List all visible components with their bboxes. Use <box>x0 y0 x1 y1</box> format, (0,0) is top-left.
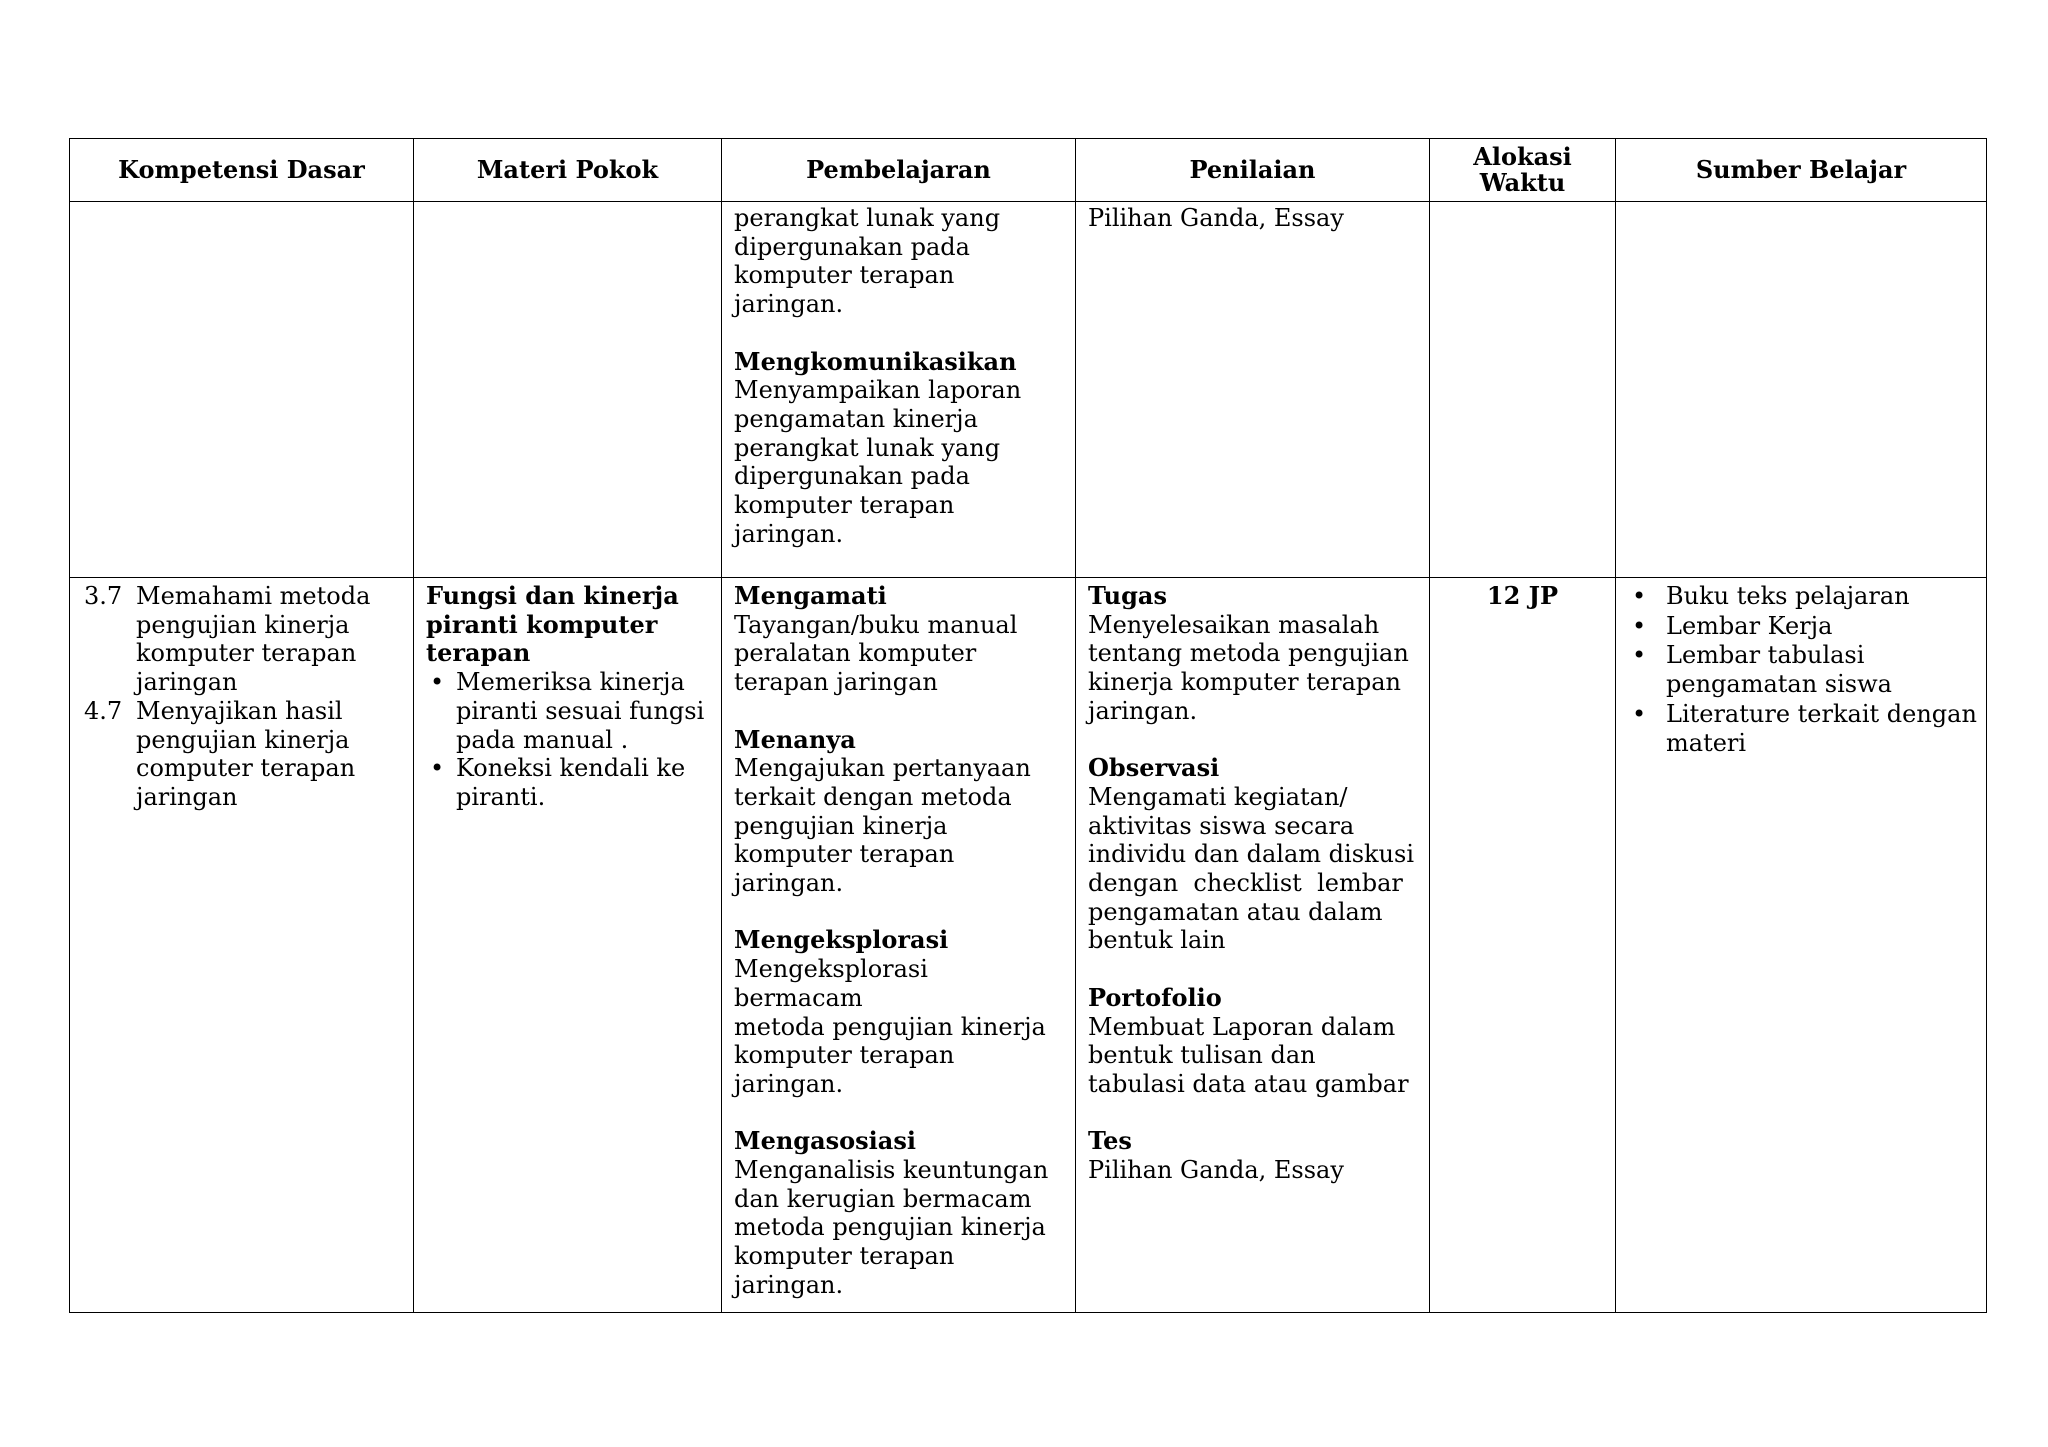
cell-alokasi-empty <box>1430 202 1616 578</box>
penilaian-line: Mengamati kegiatan/ <box>1088 782 1348 811</box>
penilaian-line: pengamatan atau dalam <box>1088 897 1383 926</box>
pemb-heading: Menanya <box>734 724 856 754</box>
sumber-list <box>1620 582 1977 757</box>
sumber-line: • Buku teks pelajaran <box>1666 582 1910 610</box>
kd-item <box>84 582 401 697</box>
kd-number: 4.7 <box>84 696 123 725</box>
sumber-line: • Lembar tabulasi <box>1666 641 1865 670</box>
penilaian-line: aktivitas siswa secara <box>1088 811 1355 840</box>
pemb-line: komputer terapan <box>734 1041 955 1070</box>
list-item <box>1620 612 1974 641</box>
sumber-line: • Lembar Kerja <box>1666 611 1833 640</box>
kd-line: pengujian kinerja <box>136 725 350 754</box>
penilaian-line: Membuat Laporan dalam <box>1088 1012 1396 1041</box>
pemb-line: komputer terapan <box>734 261 955 290</box>
pemb-line: jaringan. <box>734 519 844 548</box>
sumber-line: • Literature terkait dengan <box>1666 699 1977 728</box>
cell-alokasi: 12 JP <box>1430 578 1616 1313</box>
materi-line: • Koneksi kendali ke <box>456 754 686 783</box>
materi-line: • Memeriksa kinerja <box>456 668 685 697</box>
pemb-line: jaringan. <box>734 1069 844 1098</box>
pemb-line: perangkat lunak yang <box>734 433 1001 462</box>
header-materi-pokok: Materi Pokok <box>414 139 722 202</box>
penilaian-line: Menyelesaikan masalah <box>1088 610 1380 639</box>
kd-line: computer terapan <box>136 754 356 783</box>
cell-pembelajaran <box>722 202 1076 578</box>
pemb-line: Menganalisis keuntungan <box>734 1156 1049 1185</box>
penilaian-line: bentuk tulisan dan <box>1088 1041 1316 1070</box>
penilaian-line: bentuk lain <box>1088 926 1226 955</box>
penilaian-line: tabulasi data atau gambar <box>1088 1069 1409 1098</box>
materi-line: piranti. <box>456 782 546 811</box>
pemb-line: terapan jaringan <box>734 668 938 697</box>
pemb-line: jaringan. <box>734 290 844 319</box>
pemb-line: Tayangan/buku manual <box>734 610 1018 639</box>
header-alokasi-waktu <box>1430 139 1616 202</box>
syllabus-table <box>69 138 1987 1313</box>
pemb-line: Menyampaikan laporan <box>734 376 1022 405</box>
pemb-line: dipergunakan pada <box>734 462 970 491</box>
materi-heading: Fungsi dan kinerja <box>426 581 679 610</box>
table-row <box>70 578 1987 1313</box>
cell-penilaian <box>1076 578 1430 1313</box>
kd-line: jaringan <box>136 668 238 697</box>
header-row <box>70 139 1987 202</box>
pemb-heading: Mengamati <box>734 581 887 610</box>
kd-item <box>84 697 401 812</box>
list-item <box>1620 582 1974 611</box>
cell-materi-empty <box>414 202 722 578</box>
sumber-line: materi <box>1666 728 1747 757</box>
kd-line: jaringan <box>136 782 238 811</box>
list-item <box>1620 641 1974 698</box>
pemb-line: metoda pengujian kinerja <box>734 1012 1046 1041</box>
header-pembelajaran: Pembelajaran <box>722 139 1076 202</box>
penilaian-heading: Tugas <box>1088 581 1167 610</box>
penilaian-heading: Tes <box>1088 1126 1132 1156</box>
pemb-line: Mengeksplorasi bermacam <box>734 955 928 1012</box>
pemb-line: dipergunakan pada <box>734 232 970 261</box>
header-alokasi-line2: Waktu <box>1479 168 1566 197</box>
penilaian-line: kinerja komputer terapan <box>1088 668 1402 697</box>
table-row <box>70 202 1987 578</box>
pemb-line: komputer terapan <box>734 491 955 520</box>
pemb-line: jaringan. <box>734 869 844 898</box>
penilaian-line: dengan checklist lembar <box>1088 869 1403 898</box>
cell-kd <box>70 578 414 1313</box>
pemb-line: komputer terapan <box>734 840 955 869</box>
list-item <box>1620 699 1977 757</box>
penilaian-line: Pilihan Ganda, Essay <box>1088 204 1344 232</box>
pemb-line: metoda pengujian kinerja <box>734 1213 1046 1242</box>
pemb-heading: Mengeksplorasi <box>734 925 949 955</box>
pemb-line: Mengajukan pertanyaan <box>734 754 1031 783</box>
pemb-line: perangkat lunak yang <box>734 204 1001 232</box>
kd-line: Memahami metoda <box>136 582 371 610</box>
penilaian-line: Pilihan Ganda, Essay <box>1088 1156 1344 1185</box>
pemb-line: komputer terapan <box>734 1242 955 1271</box>
cell-pembelajaran <box>722 578 1076 1313</box>
materi-line: pada manual . <box>456 725 629 754</box>
materi-list <box>426 668 709 812</box>
pemb-line: terkait dengan metoda <box>734 782 1012 811</box>
pemb-line: pengamatan kinerja <box>734 404 978 433</box>
penilaian-heading: Portofolio <box>1088 982 1222 1012</box>
kd-number: 3.7 <box>84 582 123 610</box>
cell-sumber-empty <box>1616 202 1987 578</box>
materi-line: piranti sesuai fungsi <box>456 696 705 725</box>
header-penilaian: Penilaian <box>1076 139 1430 202</box>
pemb-line: dan kerugian bermacam <box>734 1184 1032 1213</box>
penilaian-line: tentang metoda pengujian <box>1088 639 1409 668</box>
cell-materi <box>414 578 722 1313</box>
pemb-line: jaringan. <box>734 1270 844 1299</box>
sumber-line: pengamatan siswa <box>1666 670 1892 699</box>
kd-line: komputer terapan <box>136 639 357 668</box>
list-item <box>426 754 709 811</box>
pemb-heading: Mengasosiasi <box>734 1126 916 1156</box>
penilaian-line: jaringan. <box>1088 696 1198 725</box>
materi-heading: terapan <box>426 638 531 668</box>
materi-heading: piranti komputer <box>426 609 658 639</box>
kd-line: Menyajikan hasil <box>136 696 343 725</box>
cell-penilaian <box>1076 202 1430 578</box>
header-alokasi-line1: Alokasi <box>1473 142 1572 171</box>
kd-line: pengujian kinerja <box>136 610 350 639</box>
header-sumber-belajar: Sumber Belajar <box>1616 139 1987 202</box>
cell-sumber <box>1616 578 1987 1313</box>
cell-kd-empty <box>70 202 414 578</box>
list-item <box>426 668 709 754</box>
pemb-line: pengujian kinerja <box>734 811 948 840</box>
penilaian-line: individu dan dalam diskusi <box>1088 840 1415 869</box>
pemb-heading: Mengkomunikasikan <box>734 346 1017 376</box>
header-kompetensi-dasar: Kompetensi Dasar <box>70 139 414 202</box>
penilaian-heading: Observasi <box>1088 753 1220 783</box>
pemb-line: peralatan komputer <box>734 639 977 668</box>
